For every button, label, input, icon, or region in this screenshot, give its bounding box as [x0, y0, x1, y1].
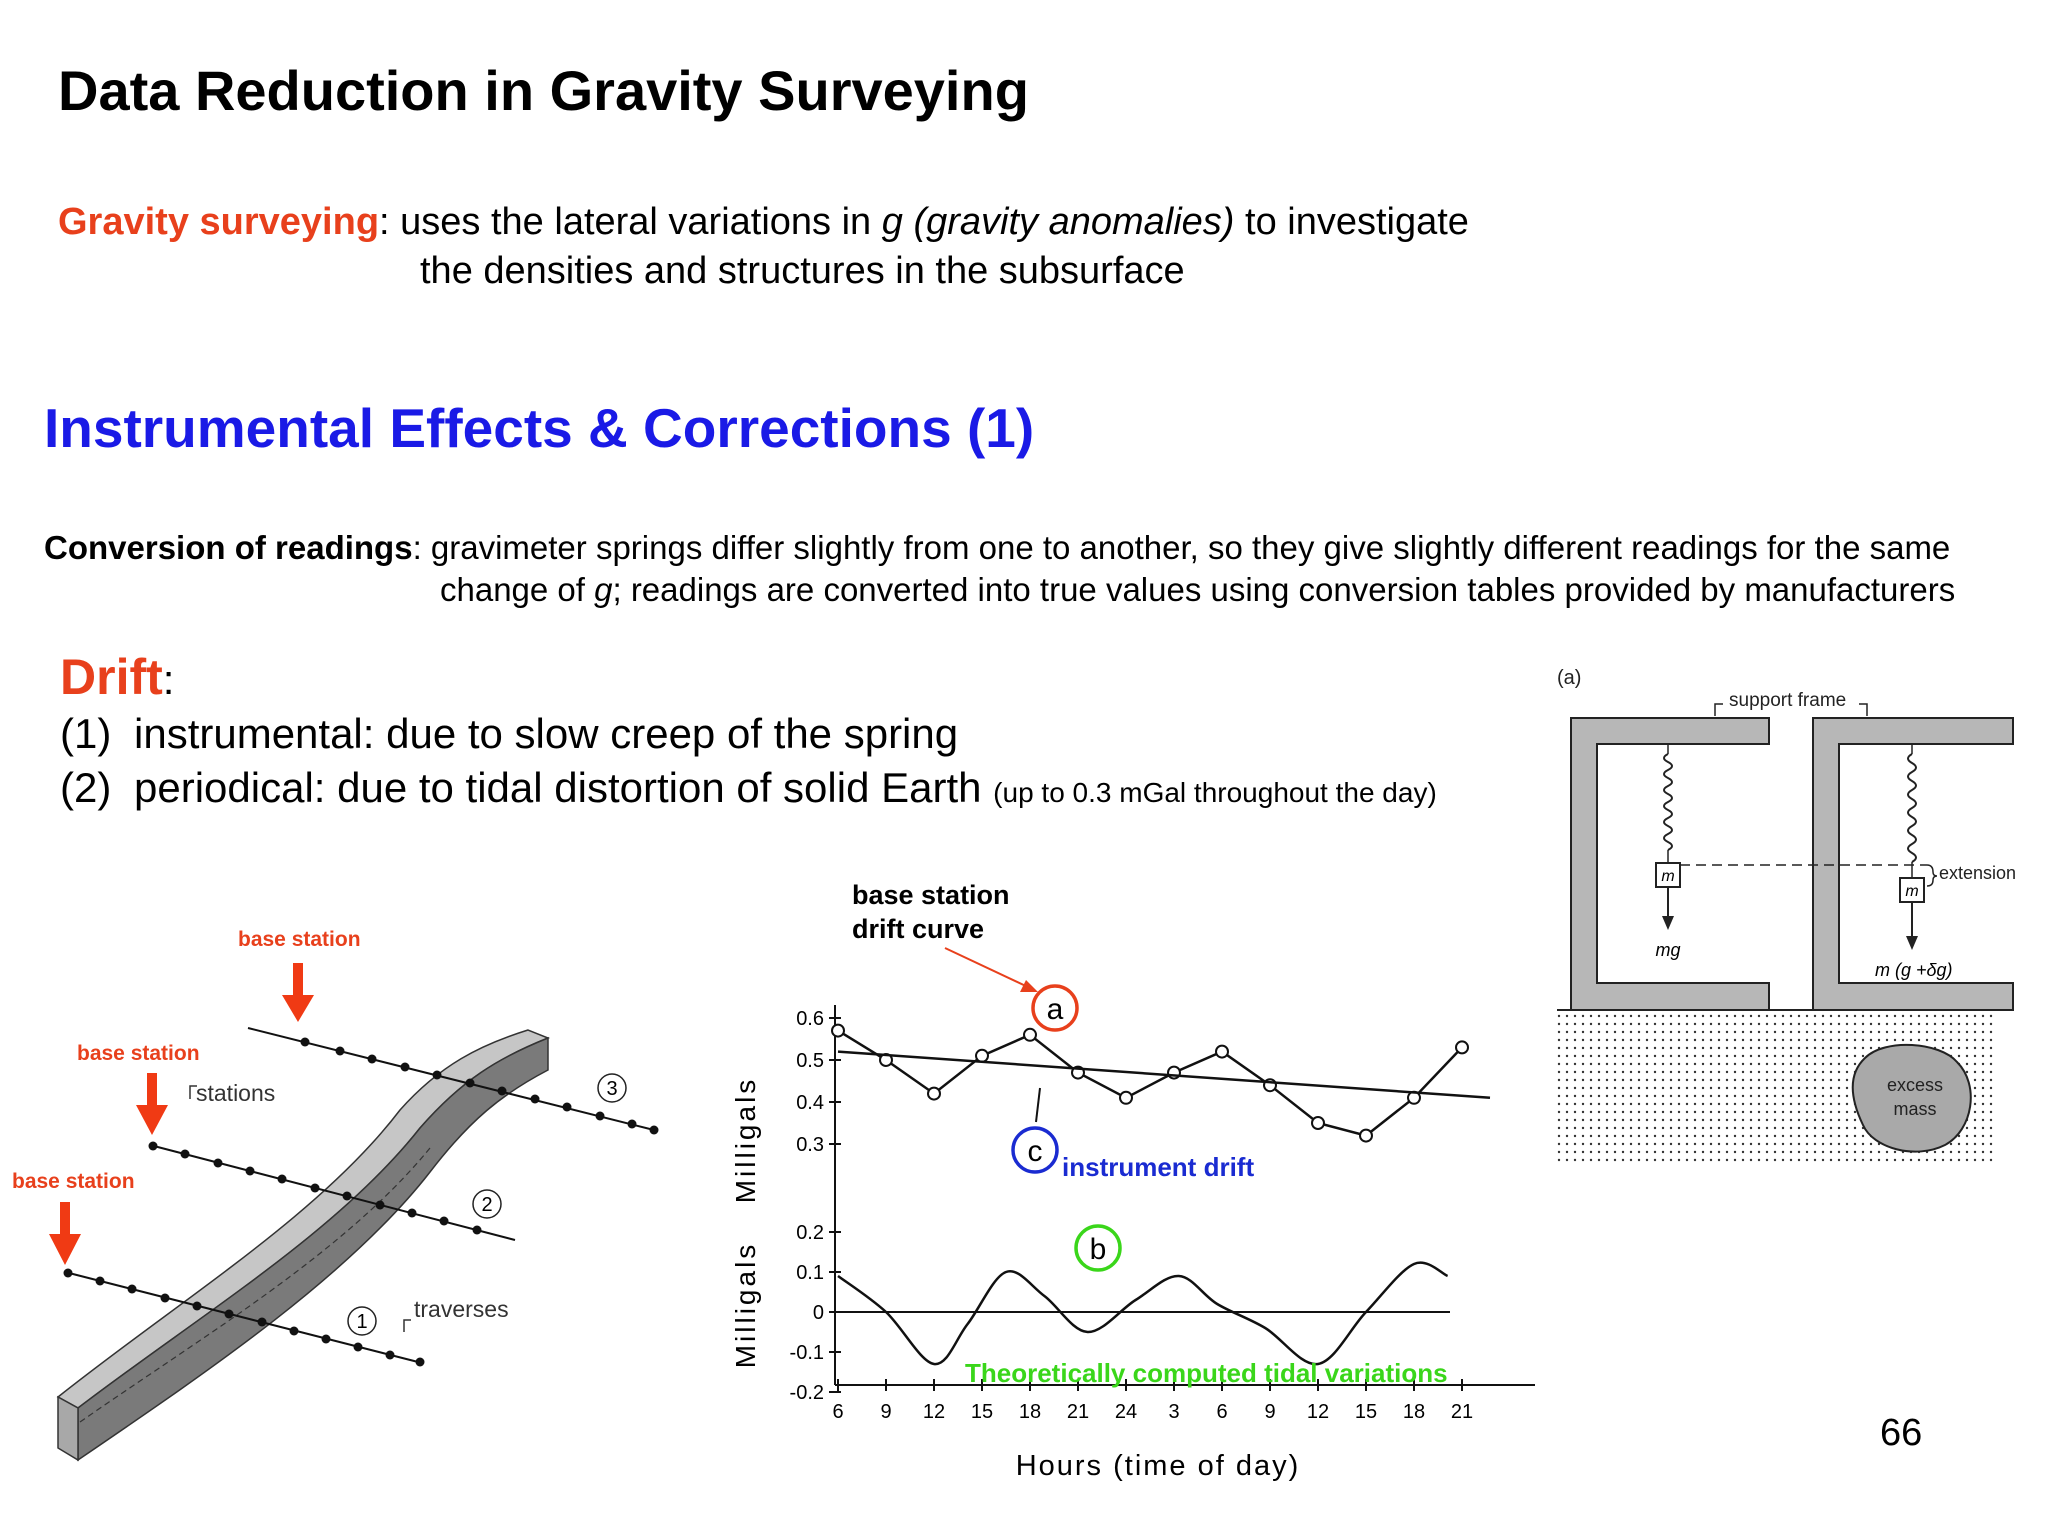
right-force-arrow — [1906, 936, 1918, 950]
tidal-label: Theoretically computed tidal variations — [965, 1358, 1448, 1388]
x-tick-label: 24 — [1114, 1401, 1138, 1423]
intro-paragraph — [58, 198, 1469, 296]
lower-y-axis-label: Milligals — [730, 1241, 761, 1369]
intro-term: Gravity surveying — [58, 201, 380, 243]
drift-reading-point — [928, 1088, 940, 1100]
traverse-number: 3 — [606, 1078, 618, 1100]
drift-item — [60, 761, 1437, 820]
traverse-number: 1 — [356, 1311, 368, 1333]
right-force-label: m (g +δg) — [1875, 960, 1953, 980]
excess-mass-label-1: excess — [1886, 1075, 1944, 1095]
drift-item-text: periodical: due to tidal distortion of solid Earth — [134, 764, 982, 811]
extension-label: extension — [1939, 863, 2017, 883]
support-frame-label: support frame — [1729, 690, 1847, 711]
panel-label: (a) — [1557, 667, 1582, 689]
drift-reading-point — [1360, 1130, 1372, 1142]
drift-chart-figure — [720, 870, 1540, 1490]
x-tick-label: 15 — [1354, 1401, 1378, 1423]
base-station-label: base station — [238, 928, 361, 951]
x-tick-label: 15 — [970, 1401, 994, 1423]
instrument-drift-label: instrument drift — [1062, 1152, 1255, 1182]
base-station-arrow — [136, 1073, 168, 1135]
y-tick-label: 0 — [812, 1302, 824, 1324]
lower-y-ticks — [790, 1222, 841, 1404]
x-tick-label: 18 — [1018, 1401, 1042, 1423]
gravimeter-figure — [1555, 660, 2045, 1170]
drift-colon: : — [162, 656, 175, 703]
x-tick-label: 3 — [1168, 1401, 1180, 1423]
drift-curve-callout-line-2: drift curve — [852, 914, 985, 944]
x-tick-label: 6 — [1216, 1401, 1228, 1423]
drift-reading-point — [1024, 1029, 1036, 1041]
marker-a-label: a — [1046, 993, 1064, 1026]
tidal-variation-curve — [838, 1263, 1448, 1365]
conversion-term: Conversion of readings — [44, 529, 413, 566]
upper-y-axis-label: Milligals — [730, 1076, 761, 1204]
y-tick-label: 0.6 — [796, 1008, 824, 1030]
x-axis-label: Hours (time of day) — [1015, 1450, 1301, 1482]
base-station-label: base station — [77, 1042, 200, 1065]
x-tick-label: 6 — [832, 1401, 844, 1423]
drift-reading-point — [1216, 1046, 1228, 1058]
drift-curve-line — [838, 1031, 1462, 1136]
intro-text-1: : uses the lateral variations in — [379, 201, 882, 243]
body-end-face — [58, 1397, 78, 1460]
intro-italic: (gravity anomalies) — [913, 201, 1235, 243]
y-tick-label: -0.1 — [789, 1342, 824, 1364]
conversion-line-2 — [44, 569, 2034, 611]
excess-mass-label-2: mass — [1893, 1099, 1937, 1119]
x-tick-label: 18 — [1402, 1401, 1426, 1423]
drift-item-number: (2) — [60, 764, 112, 811]
x-tick-label: 9 — [1264, 1401, 1276, 1423]
slide-title: Data Reduction in Gravity Surveying — [58, 59, 1029, 122]
drift-curve-callout-line-1: base station — [852, 880, 1010, 910]
x-tick-label: 9 — [880, 1401, 892, 1423]
left-force-arrow — [1662, 916, 1674, 930]
left-force-label: mg — [1655, 940, 1681, 960]
drift-reading-point — [832, 1025, 844, 1037]
drift-reading-point — [976, 1050, 988, 1062]
marker-c-label: c — [1027, 1135, 1043, 1168]
traverses-bracket — [404, 1320, 411, 1332]
drift-reading-point — [1120, 1092, 1132, 1104]
conversion-text-1: : gravimeter springs differ slightly from one to another, so they give slightly different readings for the same — [412, 529, 1951, 566]
page-number: 66 — [1880, 1412, 1923, 1454]
base-station-arrow — [49, 1202, 81, 1265]
left-spring — [1664, 754, 1672, 850]
x-tick-label: 21 — [1450, 1401, 1474, 1423]
drift-block — [60, 650, 1437, 820]
drift-term: Drift — [60, 649, 163, 705]
y-tick-label: -0.2 — [789, 1382, 824, 1404]
y-tick-label: 0.1 — [796, 1262, 824, 1284]
right-mass-label: m — [1905, 883, 1919, 900]
traverse-figure — [0, 880, 680, 1480]
x-tick-label: 12 — [922, 1401, 946, 1423]
conversion-text-2b: ; readings are converted into true values using conversion tables provided by manufacturers — [612, 571, 1956, 608]
drift-reading-point — [1312, 1117, 1324, 1129]
drift-item-number: (1) — [60, 710, 112, 757]
conversion-symbol-g: g — [594, 571, 613, 608]
y-tick-label: 0.5 — [796, 1050, 824, 1072]
left-mass-label: m — [1661, 868, 1675, 885]
drift-item — [60, 707, 1437, 761]
marker-b-label: b — [1089, 1233, 1107, 1266]
intro-line-2: the densities and structures in the subsurface — [420, 250, 1185, 292]
drift-heading — [60, 650, 1437, 707]
extension-brace — [1927, 865, 1937, 886]
intro-text-2: to investigate — [1234, 201, 1469, 243]
traverse-number: 2 — [481, 1194, 493, 1216]
support-frame-bracket-left — [1715, 704, 1723, 716]
section-title: Instrumental Effects & Corrections (1) — [44, 397, 1035, 459]
base-station-label: base station — [12, 1170, 135, 1193]
drift-item-note: (up to 0.3 mGal throughout the day) — [993, 777, 1437, 808]
drift-reading-point — [1456, 1041, 1468, 1053]
support-frame-bracket-right — [1859, 704, 1867, 716]
traverses-label: traverses — [414, 1296, 509, 1322]
conversion-paragraph — [44, 527, 2034, 611]
drift-curve-points — [832, 1025, 1468, 1142]
callout-pointer — [945, 948, 1030, 988]
callout-arrowhead — [1020, 980, 1038, 992]
y-tick-label: 0.4 — [796, 1092, 824, 1114]
right-spring — [1908, 754, 1916, 862]
y-tick-label: 0.3 — [796, 1134, 824, 1156]
x-tick-label: 21 — [1066, 1401, 1090, 1423]
y-tick-label: 0.2 — [796, 1222, 824, 1244]
stations-label: stations — [196, 1080, 276, 1106]
base-station-arrow — [282, 963, 314, 1022]
conversion-text-2a: change of — [440, 571, 595, 608]
drift-item-text: instrumental: due to slow creep of the spring — [134, 710, 959, 757]
intro-symbol-g: g — [881, 201, 903, 243]
marker-c-pointer — [1036, 1088, 1040, 1122]
x-tick-label: 12 — [1306, 1401, 1330, 1423]
